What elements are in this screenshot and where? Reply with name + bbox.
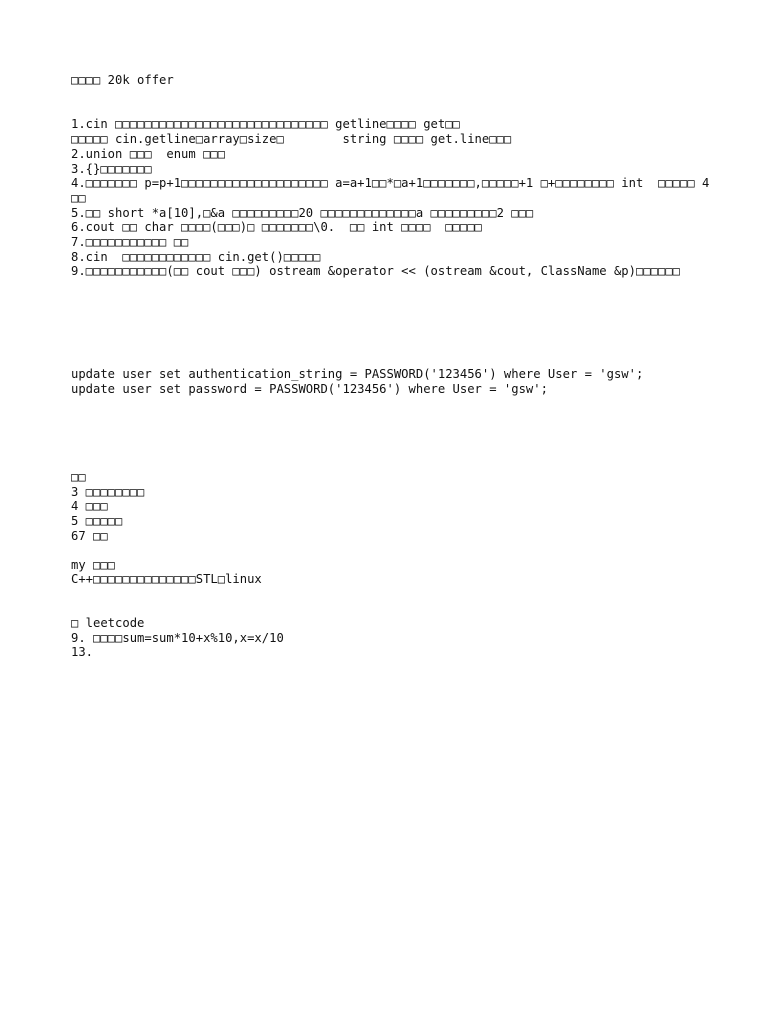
skills-line: C++□□□□□□□□□□□□□□STL□linux [71, 572, 262, 586]
note-line-4-cont: □□ [71, 191, 86, 205]
doc-title: □□□□ 20k offer [71, 73, 174, 87]
leetcode-item-9: 9. □□□□sum=sum*10+x%10,x=x/10 [71, 631, 284, 645]
my-line: my □□□ [71, 558, 116, 572]
note-line-5: 5.□□ short *a[10],□&a □□□□□□□□□20 □□□□□□□□□□□□□a □□□□□□□□□2 □□□ [71, 206, 534, 220]
list-item: 67 □□ [71, 529, 108, 543]
list-item: 4 □□□ [71, 499, 108, 513]
note-line-9: 9.□□□□□□□□□□□(□□ cout □□□) ostream &operator << (ostream &cout, ClassName &p)□□□□□□ [71, 264, 681, 278]
leetcode-heading: □ leetcode [71, 616, 145, 630]
list-item: 5 □□□□□ [71, 514, 123, 528]
note-line-4: 4.□□□□□□□ p=p+1□□□□□□□□□□□□□□□□□□□□ a=a+1□□*□a+1□□□□□□□,□□□□□+1 □+□□□□□□□□ int □□□□□ 4 [71, 176, 710, 190]
note-line-8: 8.cin □□□□□□□□□□□□ cin.get()□□□□□ [71, 250, 321, 264]
note-line-2: 2.union □□□ enum □□□ [71, 147, 226, 161]
note-line-1-cont: □□□□□ cin.getline□array□size□ string □□□□ get.line□□□ [71, 132, 512, 146]
list-heading: □□ [71, 470, 86, 484]
note-line-1: 1.cin □□□□□□□□□□□□□□□□□□□□□□□□□□□□□ getline□□□□ get□□ [71, 117, 460, 131]
sql-line-1: update user set authentication_string = PASSWORD('123456') where User = 'gsw'; [71, 367, 644, 381]
note-line-6: 6.cout □□ char □□□□(□□□)□ □□□□□□□\0. □□ int □□□□ □□□□□ [71, 220, 482, 234]
list-item: 3 □□□□□□□□ [71, 485, 145, 499]
note-line-3: 3.{}□□□□□□□ [71, 162, 152, 176]
sql-line-2: update user set password = PASSWORD('123456') where User = 'gsw'; [71, 382, 548, 396]
note-line-7: 7.□□□□□□□□□□□ □□ [71, 235, 189, 249]
leetcode-item-13: 13. [71, 645, 94, 659]
